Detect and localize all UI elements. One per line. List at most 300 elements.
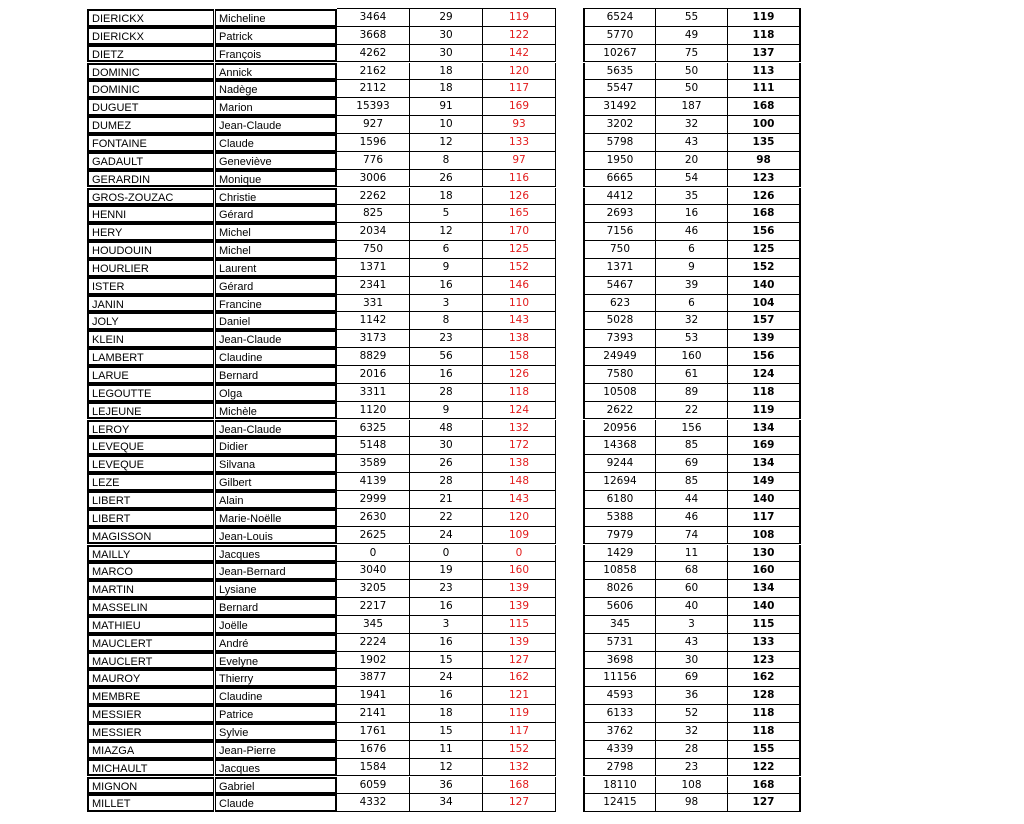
value-cell-1: 2141 xyxy=(337,705,410,723)
firstname-cell: Marie-Noëlle xyxy=(215,509,337,527)
ratio-cell-1: 110 xyxy=(483,295,556,313)
value-cell-3: 5635 xyxy=(583,63,656,81)
firstname-cell: Patrick xyxy=(215,27,337,45)
surname-cell: MATHIEU xyxy=(87,616,214,634)
surname-cell: MASSELIN xyxy=(87,598,214,616)
firstname-cell: Sylvie xyxy=(215,723,337,741)
table-row xyxy=(0,794,1024,812)
value-cell-2: 3 xyxy=(410,616,483,634)
value-cell-2: 18 xyxy=(410,63,483,81)
ratio-cell-1: 115 xyxy=(483,616,556,634)
ratio-cell-2: 118 xyxy=(728,705,801,723)
ratio-cell-1: 162 xyxy=(483,669,556,687)
value-cell-1: 3205 xyxy=(337,580,410,598)
firstname-cell: Nadège xyxy=(215,80,337,98)
firstname-cell: Marion xyxy=(215,98,337,116)
surname-cell: LAMBERT xyxy=(87,348,214,366)
value-cell-4: 44 xyxy=(656,491,728,509)
value-cell-2: 91 xyxy=(410,98,483,116)
ratio-cell-1: 152 xyxy=(483,259,556,277)
value-cell-3: 5798 xyxy=(583,134,656,152)
ratio-cell-2: 137 xyxy=(728,45,801,63)
ratio-cell-2: 135 xyxy=(728,134,801,152)
table-row xyxy=(0,509,1024,527)
firstname-cell: Gabriel xyxy=(215,777,337,795)
ratio-cell-1: 168 xyxy=(483,777,556,795)
value-cell-2: 29 xyxy=(410,9,483,27)
ratio-cell-1: 127 xyxy=(483,652,556,670)
value-cell-1: 4139 xyxy=(337,473,410,491)
value-cell-3: 1429 xyxy=(583,545,656,563)
table-row xyxy=(0,170,1024,188)
firstname-cell: Patrice xyxy=(215,705,337,723)
table-row xyxy=(0,277,1024,295)
ratio-cell-2: 130 xyxy=(728,545,801,563)
value-cell-2: 26 xyxy=(410,170,483,188)
firstname-cell: Geneviève xyxy=(215,152,337,170)
value-cell-1: 1142 xyxy=(337,312,410,330)
ratio-cell-1: 169 xyxy=(483,98,556,116)
firstname-cell: Claudine xyxy=(215,687,337,705)
table-row xyxy=(0,562,1024,580)
firstname-cell: Jean-Pierre xyxy=(215,741,337,759)
firstname-cell: Bernard xyxy=(215,366,337,384)
value-cell-2: 30 xyxy=(410,45,483,63)
firstname-cell: François xyxy=(215,45,337,63)
ratio-cell-2: 100 xyxy=(728,116,801,134)
value-cell-1: 2224 xyxy=(337,634,410,652)
ratio-cell-1: 116 xyxy=(483,170,556,188)
surname-cell: MAILLY xyxy=(87,545,214,563)
value-cell-2: 16 xyxy=(410,687,483,705)
table-row xyxy=(0,687,1024,705)
value-cell-2: 8 xyxy=(410,312,483,330)
value-cell-1: 3464 xyxy=(337,9,410,27)
ratio-cell-2: 119 xyxy=(728,402,801,420)
surname-cell: MIGNON xyxy=(87,777,214,795)
value-cell-4: 40 xyxy=(656,598,728,616)
value-cell-4: 98 xyxy=(656,794,728,812)
value-cell-4: 39 xyxy=(656,277,728,295)
value-cell-4: 20 xyxy=(656,152,728,170)
value-cell-1: 4262 xyxy=(337,45,410,63)
value-cell-4: 32 xyxy=(656,312,728,330)
value-cell-2: 16 xyxy=(410,277,483,295)
value-cell-4: 69 xyxy=(656,455,728,473)
value-cell-2: 12 xyxy=(410,759,483,777)
surname-cell: HENNI xyxy=(87,205,214,223)
ratio-cell-1: 119 xyxy=(483,705,556,723)
firstname-cell: Jean-Claude xyxy=(215,330,337,348)
ratio-cell-2: 123 xyxy=(728,170,801,188)
ratio-cell-1: 120 xyxy=(483,63,556,81)
value-cell-4: 68 xyxy=(656,562,728,580)
ratio-cell-1: 97 xyxy=(483,152,556,170)
table-row xyxy=(0,527,1024,545)
value-cell-3: 7580 xyxy=(583,366,656,384)
value-cell-4: 160 xyxy=(656,348,728,366)
value-cell-2: 23 xyxy=(410,580,483,598)
ratio-cell-1: 93 xyxy=(483,116,556,134)
firstname-cell: Claude xyxy=(215,794,337,812)
surname-cell: LIBERT xyxy=(87,491,214,509)
ratio-cell-2: 104 xyxy=(728,295,801,313)
surname-cell: FONTAINE xyxy=(87,134,214,152)
ratio-cell-2: 111 xyxy=(728,80,801,98)
value-cell-1: 8829 xyxy=(337,348,410,366)
value-cell-1: 0 xyxy=(337,545,410,563)
value-cell-2: 6 xyxy=(410,241,483,259)
value-cell-4: 43 xyxy=(656,134,728,152)
firstname-cell: Jean-Bernard xyxy=(215,562,337,580)
table-row xyxy=(0,437,1024,455)
value-cell-3: 7393 xyxy=(583,330,656,348)
value-cell-1: 2217 xyxy=(337,598,410,616)
ratio-cell-2: 125 xyxy=(728,241,801,259)
value-cell-2: 18 xyxy=(410,80,483,98)
value-cell-4: 85 xyxy=(656,473,728,491)
ratio-cell-1: 138 xyxy=(483,455,556,473)
firstname-cell: Olga xyxy=(215,384,337,402)
surname-cell: MIAZGA xyxy=(87,741,214,759)
ratio-cell-2: 113 xyxy=(728,63,801,81)
table-row xyxy=(0,384,1024,402)
firstname-cell: Gérard xyxy=(215,205,337,223)
firstname-cell: Annick xyxy=(215,63,337,81)
value-cell-3: 6524 xyxy=(583,9,656,27)
table-row xyxy=(0,63,1024,81)
value-cell-3: 2622 xyxy=(583,402,656,420)
ratio-cell-1: 0 xyxy=(483,545,556,563)
firstname-cell: Joëlle xyxy=(215,616,337,634)
ratio-cell-1: 121 xyxy=(483,687,556,705)
ratio-cell-1: 143 xyxy=(483,312,556,330)
value-cell-4: 46 xyxy=(656,223,728,241)
table-row xyxy=(0,777,1024,795)
value-cell-1: 3877 xyxy=(337,669,410,687)
value-cell-3: 750 xyxy=(583,241,656,259)
surname-cell: MAUCLERT xyxy=(87,652,214,670)
ratio-cell-2: 155 xyxy=(728,741,801,759)
value-cell-3: 3202 xyxy=(583,116,656,134)
value-cell-3: 8026 xyxy=(583,580,656,598)
value-cell-3: 10267 xyxy=(583,45,656,63)
surname-cell: MICHAULT xyxy=(87,759,214,777)
ratio-cell-1: 143 xyxy=(483,491,556,509)
table-row xyxy=(0,188,1024,206)
value-cell-2: 21 xyxy=(410,491,483,509)
surname-cell: LEZE xyxy=(87,473,214,491)
ratio-cell-1: 119 xyxy=(483,9,556,27)
value-cell-2: 30 xyxy=(410,27,483,45)
value-cell-4: 43 xyxy=(656,634,728,652)
firstname-cell: Gilbert xyxy=(215,473,337,491)
value-cell-3: 5388 xyxy=(583,509,656,527)
table-row xyxy=(0,652,1024,670)
surname-cell: LEVEQUE xyxy=(87,437,214,455)
ratio-cell-1: 170 xyxy=(483,223,556,241)
value-cell-4: 28 xyxy=(656,741,728,759)
ratio-cell-2: 169 xyxy=(728,437,801,455)
ratio-cell-1: 172 xyxy=(483,437,556,455)
value-cell-2: 9 xyxy=(410,402,483,420)
value-cell-3: 12694 xyxy=(583,473,656,491)
ratio-cell-1: 122 xyxy=(483,27,556,45)
value-cell-1: 1941 xyxy=(337,687,410,705)
ratio-cell-2: 156 xyxy=(728,348,801,366)
surname-cell: MAGISSON xyxy=(87,527,214,545)
value-cell-1: 776 xyxy=(337,152,410,170)
ratio-cell-2: 162 xyxy=(728,669,801,687)
value-cell-1: 3006 xyxy=(337,170,410,188)
surname-cell: GERARDIN xyxy=(87,170,214,188)
value-cell-2: 24 xyxy=(410,669,483,687)
value-cell-3: 11156 xyxy=(583,669,656,687)
table-row xyxy=(0,598,1024,616)
ratio-cell-1: 160 xyxy=(483,562,556,580)
surname-cell: JOLY xyxy=(87,312,214,330)
ratio-cell-2: 139 xyxy=(728,330,801,348)
table-row xyxy=(0,98,1024,116)
value-cell-3: 4339 xyxy=(583,741,656,759)
ratio-cell-1: 138 xyxy=(483,330,556,348)
table-row xyxy=(0,348,1024,366)
ratio-cell-1: 120 xyxy=(483,509,556,527)
value-cell-3: 24949 xyxy=(583,348,656,366)
value-cell-4: 30 xyxy=(656,652,728,670)
value-cell-4: 75 xyxy=(656,45,728,63)
ratio-cell-1: 148 xyxy=(483,473,556,491)
value-cell-3: 2798 xyxy=(583,759,656,777)
firstname-cell: Michel xyxy=(215,223,337,241)
ratio-cell-2: 149 xyxy=(728,473,801,491)
ratio-cell-2: 122 xyxy=(728,759,801,777)
value-cell-2: 36 xyxy=(410,777,483,795)
value-cell-2: 11 xyxy=(410,741,483,759)
surname-cell: HOUDOUIN xyxy=(87,241,214,259)
ratio-cell-1: 146 xyxy=(483,277,556,295)
ratio-cell-1: 124 xyxy=(483,402,556,420)
value-cell-2: 5 xyxy=(410,205,483,223)
value-cell-3: 20956 xyxy=(583,420,656,438)
value-cell-4: 32 xyxy=(656,723,728,741)
ratio-cell-2: 134 xyxy=(728,580,801,598)
table-row xyxy=(0,134,1024,152)
value-cell-2: 22 xyxy=(410,509,483,527)
surname-cell: MEMBRE xyxy=(87,687,214,705)
value-cell-4: 50 xyxy=(656,80,728,98)
value-cell-4: 49 xyxy=(656,27,728,45)
value-cell-1: 2625 xyxy=(337,527,410,545)
value-cell-2: 12 xyxy=(410,134,483,152)
table-row xyxy=(0,455,1024,473)
value-cell-2: 34 xyxy=(410,794,483,812)
ratio-cell-1: 139 xyxy=(483,580,556,598)
surname-cell: MILLET xyxy=(87,794,214,812)
value-cell-1: 1120 xyxy=(337,402,410,420)
surname-cell: JANIN xyxy=(87,295,214,313)
table-row xyxy=(0,669,1024,687)
table-row xyxy=(0,491,1024,509)
value-cell-3: 4412 xyxy=(583,188,656,206)
value-cell-4: 52 xyxy=(656,705,728,723)
value-cell-1: 3173 xyxy=(337,330,410,348)
ratio-cell-2: 157 xyxy=(728,312,801,330)
value-cell-3: 10508 xyxy=(583,384,656,402)
value-cell-4: 6 xyxy=(656,295,728,313)
value-cell-3: 5606 xyxy=(583,598,656,616)
ratio-cell-2: 118 xyxy=(728,384,801,402)
ratio-cell-2: 152 xyxy=(728,259,801,277)
value-cell-3: 5547 xyxy=(583,80,656,98)
ratio-cell-2: 127 xyxy=(728,794,801,812)
ratio-cell-1: 139 xyxy=(483,598,556,616)
surname-cell: LIBERT xyxy=(87,509,214,527)
firstname-cell: Silvana xyxy=(215,455,337,473)
surname-cell: MESSIER xyxy=(87,723,214,741)
ratio-cell-2: 117 xyxy=(728,509,801,527)
table-row xyxy=(0,223,1024,241)
firstname-cell: Monique xyxy=(215,170,337,188)
surname-cell: LEGOUTTE xyxy=(87,384,214,402)
table-row xyxy=(0,616,1024,634)
ratio-cell-2: 126 xyxy=(728,188,801,206)
value-cell-1: 3589 xyxy=(337,455,410,473)
ratio-cell-1: 125 xyxy=(483,241,556,259)
surname-cell: DUGUET xyxy=(87,98,214,116)
ratio-cell-2: 128 xyxy=(728,687,801,705)
value-cell-2: 24 xyxy=(410,527,483,545)
value-cell-1: 1584 xyxy=(337,759,410,777)
surname-cell: ISTER xyxy=(87,277,214,295)
firstname-cell: Claudine xyxy=(215,348,337,366)
firstname-cell: Francine xyxy=(215,295,337,313)
value-cell-1: 3668 xyxy=(337,27,410,45)
firstname-cell: Michèle xyxy=(215,402,337,420)
value-cell-4: 32 xyxy=(656,116,728,134)
value-cell-3: 18110 xyxy=(583,777,656,795)
ratio-cell-2: 133 xyxy=(728,634,801,652)
table-row xyxy=(0,80,1024,98)
value-cell-3: 4593 xyxy=(583,687,656,705)
ratio-cell-1: 117 xyxy=(483,80,556,98)
surname-cell: DUMEZ xyxy=(87,116,214,134)
value-cell-1: 15393 xyxy=(337,98,410,116)
value-cell-2: 56 xyxy=(410,348,483,366)
surname-cell: DIERICKX xyxy=(87,27,214,45)
table-row xyxy=(0,45,1024,63)
value-cell-3: 9244 xyxy=(583,455,656,473)
value-cell-4: 60 xyxy=(656,580,728,598)
surname-cell: LEROY xyxy=(87,420,214,438)
ratio-cell-2: 168 xyxy=(728,98,801,116)
table-row xyxy=(0,402,1024,420)
surname-cell: DIETZ xyxy=(87,45,214,63)
ratio-cell-2: 123 xyxy=(728,652,801,670)
value-cell-1: 2262 xyxy=(337,188,410,206)
value-cell-3: 31492 xyxy=(583,98,656,116)
ratio-cell-2: 108 xyxy=(728,527,801,545)
ratio-cell-1: 109 xyxy=(483,527,556,545)
ratio-cell-2: 160 xyxy=(728,562,801,580)
value-cell-4: 74 xyxy=(656,527,728,545)
ratio-cell-2: 134 xyxy=(728,420,801,438)
value-cell-3: 345 xyxy=(583,616,656,634)
ratio-cell-1: 132 xyxy=(483,759,556,777)
firstname-cell: Jacques xyxy=(215,545,337,563)
value-cell-3: 6665 xyxy=(583,170,656,188)
firstname-cell: Michel xyxy=(215,241,337,259)
value-cell-3: 10858 xyxy=(583,562,656,580)
value-cell-2: 9 xyxy=(410,259,483,277)
surname-cell: MAUCLERT xyxy=(87,634,214,652)
surname-cell: MESSIER xyxy=(87,705,214,723)
firstname-cell: Thierry xyxy=(215,669,337,687)
value-cell-4: 69 xyxy=(656,669,728,687)
value-cell-3: 7156 xyxy=(583,223,656,241)
ratio-cell-1: 127 xyxy=(483,794,556,812)
table-row xyxy=(0,473,1024,491)
table-row xyxy=(0,259,1024,277)
value-cell-1: 1902 xyxy=(337,652,410,670)
value-cell-3: 5467 xyxy=(583,277,656,295)
table-row xyxy=(0,330,1024,348)
table-row xyxy=(0,205,1024,223)
table-row xyxy=(0,27,1024,45)
ratio-cell-2: 124 xyxy=(728,366,801,384)
value-cell-1: 2162 xyxy=(337,63,410,81)
value-cell-1: 2630 xyxy=(337,509,410,527)
value-cell-2: 16 xyxy=(410,366,483,384)
ratio-cell-2: 140 xyxy=(728,277,801,295)
firstname-cell: Daniel xyxy=(215,312,337,330)
firstname-cell: Micheline xyxy=(215,9,337,27)
value-cell-1: 1761 xyxy=(337,723,410,741)
surname-cell: HERY xyxy=(87,223,214,241)
value-cell-3: 7979 xyxy=(583,527,656,545)
ratio-cell-1: 117 xyxy=(483,723,556,741)
firstname-cell: André xyxy=(215,634,337,652)
value-cell-1: 4332 xyxy=(337,794,410,812)
value-cell-2: 8 xyxy=(410,152,483,170)
value-cell-4: 108 xyxy=(656,777,728,795)
firstname-cell: Jean-Louis xyxy=(215,527,337,545)
value-cell-3: 5731 xyxy=(583,634,656,652)
ratio-cell-1: 133 xyxy=(483,134,556,152)
value-cell-2: 26 xyxy=(410,455,483,473)
value-cell-4: 36 xyxy=(656,687,728,705)
value-cell-1: 3311 xyxy=(337,384,410,402)
value-cell-1: 1596 xyxy=(337,134,410,152)
firstname-cell: Christie xyxy=(215,188,337,206)
surname-cell: LARUE xyxy=(87,366,214,384)
value-cell-4: 6 xyxy=(656,241,728,259)
firstname-cell: Claude xyxy=(215,134,337,152)
surname-cell: HOURLIER xyxy=(87,259,214,277)
value-cell-3: 623 xyxy=(583,295,656,313)
value-cell-2: 3 xyxy=(410,295,483,313)
ratio-cell-2: 168 xyxy=(728,205,801,223)
ratio-cell-2: 118 xyxy=(728,723,801,741)
value-cell-3: 12415 xyxy=(583,794,656,812)
value-cell-1: 825 xyxy=(337,205,410,223)
value-cell-4: 53 xyxy=(656,330,728,348)
ratio-cell-1: 165 xyxy=(483,205,556,223)
ratio-cell-1: 142 xyxy=(483,45,556,63)
surname-cell: DIERICKX xyxy=(87,9,214,27)
table-row xyxy=(0,241,1024,259)
ratio-cell-1: 126 xyxy=(483,366,556,384)
